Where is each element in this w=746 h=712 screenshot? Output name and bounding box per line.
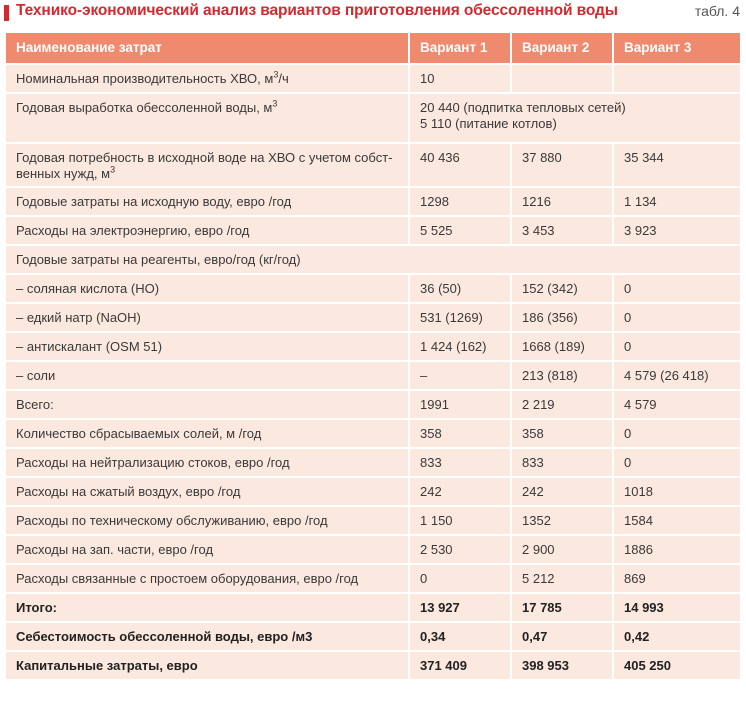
header-name: Наименование затрат (5, 32, 409, 64)
cost-analysis-table (4, 31, 742, 681)
table-row (5, 187, 741, 216)
row-label: Расходы на нейтрализацию стоков, евро /год (5, 448, 409, 477)
cell-v3: 0 (613, 419, 741, 448)
table-header-row (5, 32, 741, 64)
cell-v1: 1 424 (162) (409, 332, 511, 361)
cell-v3: 0 (613, 274, 741, 303)
cell-v1: 5 525 (409, 216, 511, 245)
title-bar (4, 2, 740, 26)
cell-merged: 20 440 (подпитка тепловых сетей) 5 110 (питание котлов) (409, 93, 741, 143)
row-label: Номинальная производительность ХВО, $м^3/ч$ (5, 64, 409, 93)
row-label: Итого: (5, 593, 409, 622)
row-label: – соляная кислота (НО) (5, 274, 409, 303)
table-number: табл. 4 (694, 3, 740, 19)
row-label: Годовые затраты на исходную воду, евро /год (5, 187, 409, 216)
cell-v1: 371 409 (409, 651, 511, 680)
row-label: Расходы на сжатый воздух, евро /год (5, 477, 409, 506)
cell-v2: 152 (342) (511, 274, 613, 303)
cell-v2: 37 880 (511, 143, 613, 187)
table-row (5, 448, 741, 477)
table-title: Технико-экономический анализ вариантов приготовления обессоленной воды (16, 2, 618, 19)
cell-v1: 242 (409, 477, 511, 506)
title-marker (4, 5, 9, 21)
cell-v2: 0,47 (511, 622, 613, 651)
table-row (5, 419, 741, 448)
cell-v2: 398 953 (511, 651, 613, 680)
row-label: Всего: (5, 390, 409, 419)
row-label: Годовая потребность в исходной воде на ХВО с учетом собст- венных нужд, $м^3$ (5, 143, 409, 187)
cell-v3: 405 250 (613, 651, 741, 680)
table-row (5, 390, 741, 419)
cell-v1: 833 (409, 448, 511, 477)
row-label-section: Годовые затраты на реагенты, евро/год (кг/год) (5, 245, 741, 274)
row-label: – соли (5, 361, 409, 390)
table-row-total (5, 651, 741, 680)
cell-v1: 10 (409, 64, 511, 93)
cell-v1: 0,34 (409, 622, 511, 651)
cell-v2: 2 900 (511, 535, 613, 564)
cell-v3: 1584 (613, 506, 741, 535)
cell-v2: 17 785 (511, 593, 613, 622)
cell-v3: 0 (613, 303, 741, 332)
header-variant-2: Вариант 2 (511, 32, 613, 64)
cell-v3: 1886 (613, 535, 741, 564)
cell-v3: 0 (613, 448, 741, 477)
row-label: Количество сбрасываемых солей, м /год (5, 419, 409, 448)
row-label: Расходы связанные с простоем оборудования, евро /год (5, 564, 409, 593)
header-variant-3: Вариант 3 (613, 32, 741, 64)
table-row (5, 564, 741, 593)
row-label: Годовая выработка обессоленной воды, $м^3$ (5, 93, 409, 143)
row-label: – антискалант (OSM 51) (5, 332, 409, 361)
cell-v1: 1 150 (409, 506, 511, 535)
row-label: – едкий натр (NaOH) (5, 303, 409, 332)
cell-v2: 1352 (511, 506, 613, 535)
cell-v1: 2 530 (409, 535, 511, 564)
table-row-total (5, 593, 741, 622)
cell-v2: 833 (511, 448, 613, 477)
cell-v2: 3 453 (511, 216, 613, 245)
cell-v3: 4 579 (26 418) (613, 361, 741, 390)
table-row (5, 332, 741, 361)
cell-v3: 0 (613, 332, 741, 361)
cell-v2: 1668 (189) (511, 332, 613, 361)
table-row (5, 535, 741, 564)
cell-v2 (511, 64, 613, 93)
cell-v1: 1991 (409, 390, 511, 419)
table-row (5, 361, 741, 390)
cell-v3: 1018 (613, 477, 741, 506)
table-row (5, 477, 741, 506)
cell-v3: 14 993 (613, 593, 741, 622)
table-row (5, 245, 741, 274)
cell-v3: 35 344 (613, 143, 741, 187)
cell-v1: 358 (409, 419, 511, 448)
table-row (5, 64, 741, 93)
cell-v3: 4 579 (613, 390, 741, 419)
cell-v1: 1298 (409, 187, 511, 216)
cell-v2: 186 (356) (511, 303, 613, 332)
cell-v3: 1 134 (613, 187, 741, 216)
row-label: Расходы по техническому обслуживанию, евро /год (5, 506, 409, 535)
cell-v1: 36 (50) (409, 274, 511, 303)
table-row (5, 216, 741, 245)
header-variant-1: Вариант 1 (409, 32, 511, 64)
table-row (5, 274, 741, 303)
cell-v1: 40 436 (409, 143, 511, 187)
table-row (5, 93, 741, 143)
cell-v3: 0,42 (613, 622, 741, 651)
cell-v3 (613, 64, 741, 93)
cell-v2: 242 (511, 477, 613, 506)
cell-v1: 531 (1269) (409, 303, 511, 332)
cell-v1: 0 (409, 564, 511, 593)
cell-v3: 3 923 (613, 216, 741, 245)
row-label: Расходы на зап. части, евро /год (5, 535, 409, 564)
row-label: Расходы на электроэнергию, евро /год (5, 216, 409, 245)
cell-v2: 5 212 (511, 564, 613, 593)
table-row-total (5, 622, 741, 651)
cell-v2: 2 219 (511, 390, 613, 419)
cell-v3: 869 (613, 564, 741, 593)
cell-v2: 1216 (511, 187, 613, 216)
row-label: Себестоимость обессоленной воды, евро /м3 (5, 622, 409, 651)
table-row (5, 506, 741, 535)
row-label: Капитальные затраты, евро (5, 651, 409, 680)
table-row (5, 143, 741, 187)
cell-v1: 13 927 (409, 593, 511, 622)
cell-v2: 213 (818) (511, 361, 613, 390)
table-row (5, 303, 741, 332)
cell-v1: – (409, 361, 511, 390)
cell-v2: 358 (511, 419, 613, 448)
